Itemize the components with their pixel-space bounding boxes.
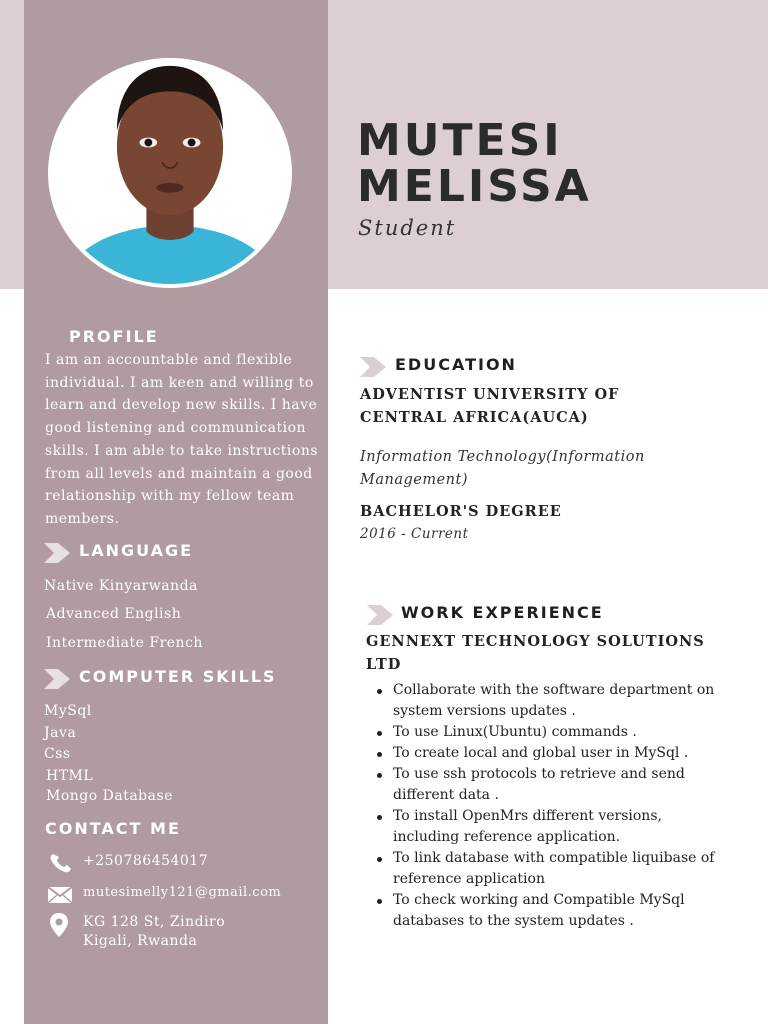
address-line-2: Kigali, Rwanda: [83, 933, 198, 949]
work-company: GENNEXT TECHNOLOGY SOLUTIONS LTD: [366, 633, 705, 673]
last-name: MELISSA: [357, 161, 592, 212]
profile-text: I am an accountable and flexible individual. I am keen and willing to learn and develop new skills. I have good listening and communication skills. I am able to take instructions from all levels and maintain a good relationship with my fellow team members.: [45, 352, 319, 527]
chevron-arrow-icon: [44, 669, 70, 689]
education-degree: BACHELOR'S DEGREE: [360, 503, 562, 520]
language-item: Intermediate French: [46, 635, 203, 651]
skill-item: Java: [44, 725, 77, 741]
language-heading: LANGUAGE: [79, 541, 194, 560]
language-item: Advanced English: [46, 606, 182, 622]
list-item: To use ssh protocols to retrieve and send different data .: [374, 764, 718, 806]
skill-item: MySql: [44, 703, 92, 719]
work-experience-heading: WORK EXPERIENCE: [401, 603, 604, 622]
education-heading: EDUCATION: [395, 355, 517, 374]
list-item: To install OpenMrs different versions, including reference application.: [374, 806, 718, 848]
profile-photo: [48, 58, 292, 288]
list-item: To link database with compatible liquibase of reference application: [374, 848, 718, 890]
skill-item: Mongo Database: [46, 788, 173, 804]
first-name: MUTESI: [357, 115, 563, 166]
education-field: Information Technology(Information Management): [360, 449, 645, 488]
chevron-arrow-icon: [367, 605, 393, 625]
location-pin-icon: [48, 912, 70, 938]
education-institution: ADVENTIST UNIVERSITY OF CENTRAL AFRICA(AUCA): [360, 386, 620, 426]
chevron-arrow-icon: [360, 357, 386, 377]
phone-number: +250786454017: [83, 853, 209, 869]
contact-heading: CONTACT ME: [45, 819, 181, 838]
list-item: To use Linux(Ubuntu) commands .: [374, 722, 718, 743]
profile-heading: PROFILE: [69, 327, 159, 346]
candidate-name: [357, 115, 592, 212]
list-item: To create local and global user in MySql .: [374, 743, 718, 764]
job-title: Student: [358, 216, 457, 240]
list-item: Collaborate with the software department on system versions updates .: [374, 680, 718, 722]
computer-skills-heading: COMPUTER SKILLS: [79, 667, 277, 686]
chevron-arrow-icon: [44, 543, 70, 563]
skill-item: HTML: [46, 768, 94, 784]
email-address: mutesimelly121@gmail.com: [83, 885, 282, 900]
phone-icon: [48, 852, 74, 874]
list-item: To check working and Compatible MySql databases to the system updates .: [374, 890, 718, 932]
envelope-icon: [47, 884, 73, 906]
skill-item: Css: [44, 746, 71, 762]
language-item: Native Kinyarwanda: [44, 578, 198, 594]
address-line-1: KG 128 St, Zindiro: [83, 914, 226, 930]
education-period: 2016 - Current: [360, 526, 469, 542]
duties-list: [374, 680, 718, 932]
